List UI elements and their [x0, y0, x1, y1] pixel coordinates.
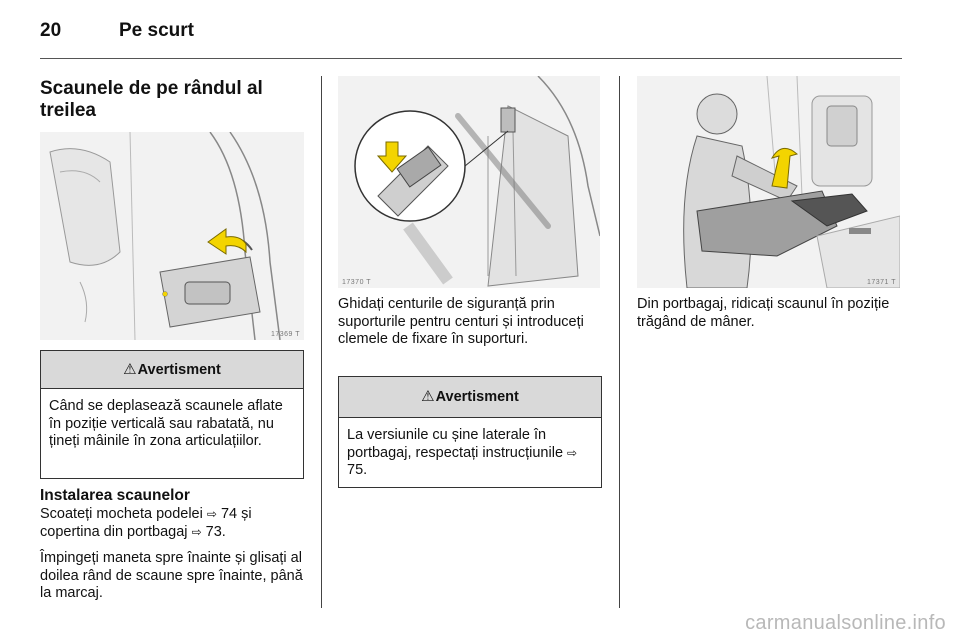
page-reference-arrow-icon: ⇨ — [191, 524, 202, 539]
page-reference-arrow-icon: ⇨ — [567, 445, 578, 460]
warning-header — [339, 377, 601, 418]
figure-raise-seat — [637, 76, 900, 288]
seat-lever-illustration — [40, 132, 304, 340]
paragraph-guide-belts: Ghidați centurile de siguranță prin suporturile pentru centuri și introduceți clemele de fixare în suporturi. — [338, 296, 584, 347]
figure-code: 17370 T — [342, 279, 372, 286]
warning-label: Avertisment — [435, 389, 519, 405]
raise-seat-illustration — [637, 76, 900, 288]
page-reference[interactable]: 73 — [205, 523, 222, 540]
warning-header — [41, 351, 303, 389]
page-reference[interactable]: 74 — [220, 506, 238, 522]
page-reference[interactable]: 75 — [347, 462, 364, 478]
warning-triangle-icon: ⚠ — [421, 388, 435, 405]
figure-code: 17369 T — [270, 331, 300, 338]
figure-code: 17371 T — [866, 279, 896, 286]
watermark: carmanualsonline.info — [745, 612, 946, 634]
warning-text: La versiunile cu șine laterale în portbagaj, respectați instrucțiunile ⇨ 75. — [347, 427, 578, 478]
section-title: Scaunele de pe rândul al treilea — [40, 78, 263, 121]
warning-box — [40, 350, 304, 479]
paragraph-raise-seat: Din portbagaj, ridicați scaunul în poziție trăgând de mâner. — [637, 296, 890, 330]
paragraph-remove-carpet: Scoateți mocheta podelei ⇨ 74 și copertina din portbagaj ⇨ 73. — [40, 506, 252, 540]
warning-triangle-icon: ⚠ — [123, 361, 137, 378]
subsection-title: Instalarea scaunelor — [40, 487, 190, 504]
page-number: 20 — [40, 20, 62, 41]
figure-seat-belt-holder — [338, 76, 600, 288]
warning-label: Avertisment — [137, 362, 221, 378]
warning-text: Când se deplasează scaunele aflate în poziție verticală sau rabatată, nu țineți mâinile în zona articulațiilor. — [49, 398, 283, 449]
seat-belt-holder-illustration — [338, 76, 600, 288]
paragraph-push-lever: Împingeți maneta spre înainte și glisați al doilea rând de scaune spre înainte, până la marcaj. — [40, 550, 303, 601]
column-divider-left — [321, 76, 322, 608]
column-divider-right — [619, 76, 620, 608]
page-reference-arrow-icon: ⇨ — [206, 507, 217, 521]
header-divider — [40, 58, 902, 59]
page-title: Pe scurt — [119, 20, 194, 41]
figure-third-row-seat-lever — [40, 132, 304, 340]
warning-box — [338, 376, 602, 488]
